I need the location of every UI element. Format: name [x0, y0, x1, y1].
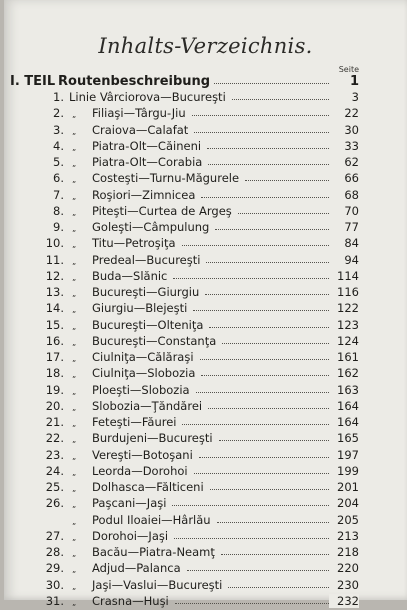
ditto-mark: „: [72, 191, 77, 201]
entry-number: 16.: [45, 333, 64, 348]
toc-entry: [4, 415, 407, 431]
entry-label: Giurgiu—Blejeşti: [92, 301, 188, 316]
ditto-mark: „: [72, 451, 77, 461]
toc-entry: [4, 318, 407, 334]
section-number: I. TEIL: [10, 74, 56, 89]
entry-number: 5.: [53, 155, 64, 169]
book-page: [4, 0, 407, 608]
section-heading: [4, 74, 407, 90]
ditto-mark: „: [72, 289, 77, 298]
toc-entry: [4, 155, 407, 171]
entry-page: 197: [329, 448, 359, 462]
entry-label: Piteşti—Curtea de Argeş: [92, 203, 232, 218]
ditto-mark: „: [72, 597, 77, 607]
toc-entry: [4, 350, 407, 366]
entry-label: Ciulniţa—Călăraşi: [92, 350, 194, 364]
entry-page: 218: [329, 545, 359, 559]
toc-entry: [4, 220, 407, 236]
entry-page: 33: [329, 139, 359, 153]
entry-page: 163: [329, 383, 359, 397]
ditto-mark: „: [72, 142, 77, 152]
entry-number: 7.: [53, 187, 64, 202]
entry-page: 204: [329, 496, 359, 510]
section-label: Routenbeschreibung: [58, 74, 211, 89]
entry-number: 13.: [45, 285, 64, 299]
entry-number: 29.: [45, 561, 64, 576]
entry-number: 15.: [45, 317, 64, 332]
toc-entry: [4, 90, 407, 106]
entry-page: 124: [329, 334, 359, 348]
entry-number: 17.: [45, 350, 64, 364]
section-page: 1: [329, 74, 359, 89]
toc-entry: [4, 236, 407, 252]
entry-label: Roşiori—Zimnicea: [92, 187, 196, 202]
entry-page: 213: [329, 529, 359, 543]
toc-entry: [4, 334, 407, 350]
entry-label: Linie Vârciorova—Bucureşti: [69, 90, 226, 104]
entry-number: 31.: [45, 593, 64, 608]
toc-entry: [4, 204, 407, 220]
entry-number: 23.: [45, 447, 64, 462]
toc-entry: [4, 545, 407, 561]
entry-page: 94: [329, 253, 359, 267]
entry-page: 164: [329, 415, 359, 429]
toc-entry: [4, 188, 407, 204]
entry-number: 24.: [45, 463, 64, 478]
ditto-mark: „: [72, 321, 77, 331]
toc-entry: [4, 171, 407, 187]
toc-entry: [4, 496, 407, 512]
entry-number: 1.: [53, 90, 64, 104]
entry-number: 22.: [45, 431, 64, 446]
entry-page: 66: [329, 171, 359, 185]
ditto-mark: „: [72, 305, 77, 315]
entry-page: 164: [329, 399, 359, 413]
ditto-mark: „: [72, 386, 77, 396]
entry-number: 4.: [53, 138, 64, 153]
ditto-mark: „: [72, 272, 77, 282]
toc-entry: [4, 253, 407, 269]
ditto-mark: „: [72, 484, 77, 493]
entry-number: 25.: [45, 480, 64, 494]
ditto-mark: „: [72, 126, 77, 136]
ditto-mark: „: [72, 549, 77, 558]
entry-label: Podul Iloaiei—Hârlău: [92, 512, 211, 527]
toc-entry: [4, 594, 407, 610]
entry-label: Dorohoi—Jaşi: [92, 528, 169, 543]
toc-entry: [4, 578, 407, 594]
entry-label: Bucureşti—Constanţa: [92, 333, 217, 348]
entry-number: 2.: [53, 106, 64, 121]
toc-entry: [4, 366, 407, 382]
entry-page: 162: [329, 366, 359, 380]
toc-entry: [4, 139, 407, 155]
ditto-mark: „: [72, 354, 77, 363]
ditto-mark: „: [72, 435, 77, 445]
entry-page: 161: [329, 350, 359, 364]
entry-page: 22: [329, 106, 359, 120]
entry-label: Ciulniţa—Slobozia: [92, 366, 196, 381]
entry-label: Leorda—Dorohoi: [92, 463, 188, 478]
ditto-mark: „: [72, 467, 77, 477]
ditto-mark: „: [72, 175, 77, 185]
entry-number: 21.: [45, 415, 64, 429]
toc-entry: [4, 301, 407, 317]
entry-label: Costeşti—Turnu-Măgurele: [92, 171, 240, 186]
entry-number: 19.: [45, 382, 64, 397]
toc-entry: [4, 383, 407, 399]
entry-label: Slobozia—Ţăndărei: [92, 398, 203, 413]
entry-page: 165: [329, 431, 359, 445]
entry-page: 62: [329, 155, 359, 169]
toc-entry: [4, 399, 407, 415]
entry-page: 70: [329, 204, 359, 218]
toc-entry: [4, 123, 407, 139]
ditto-mark: „: [72, 500, 77, 510]
entry-label: Filiaşi—Târgu-Jiu: [92, 106, 186, 121]
entry-number: 3.: [53, 122, 64, 137]
ditto-mark: „: [72, 419, 77, 428]
entry-number: 20.: [45, 398, 64, 413]
toc-entry: [4, 285, 407, 301]
entry-label: Burdujeni—Bucureşti: [92, 431, 213, 446]
entry-number: 10.: [45, 236, 64, 251]
entry-label: Piatra-Olt—Căineni: [92, 138, 202, 153]
entry-page: 30: [329, 123, 359, 137]
page-column-header: Seite: [338, 65, 359, 74]
entry-label: Dolhasca—Fălticeni: [92, 480, 204, 494]
entry-number: 26.: [45, 496, 64, 511]
entry-number: 28.: [45, 545, 64, 559]
entry-label: Adjud—Palanca: [92, 561, 181, 576]
entry-label: Predeal—Bucureşti: [92, 252, 201, 267]
entry-label: Bucureşti—Olteniţa: [92, 317, 204, 332]
ditto-mark: „: [72, 565, 77, 575]
entry-number: 9.: [53, 220, 64, 234]
toc-entry: [4, 480, 407, 496]
entry-page: 84: [329, 236, 359, 250]
entry-number: 18.: [45, 366, 64, 381]
entry-page: 230: [329, 578, 359, 592]
entry-label: Titu—Petroşiţa: [92, 236, 176, 251]
toc-entry: [4, 431, 407, 447]
ditto-mark: „: [72, 240, 77, 250]
ditto-mark: „: [72, 402, 77, 412]
entry-page: 114: [329, 269, 359, 283]
entry-page: 68: [329, 188, 359, 202]
page-title: Inhalts-Verzeichnis.: [98, 34, 313, 58]
entry-page: 232: [329, 594, 359, 608]
entry-label: Ploeşti—Slobozia: [92, 382, 190, 397]
ditto-mark: „: [72, 159, 77, 168]
entry-page: 77: [329, 220, 359, 234]
entry-number: 6.: [53, 171, 64, 186]
toc-entry: [4, 561, 407, 577]
ditto-mark: „: [72, 110, 77, 120]
entry-page: 3: [329, 90, 359, 104]
entry-page: 116: [329, 285, 359, 299]
entry-label: Paşcani—Jaşi: [92, 496, 167, 511]
entry-number: 27.: [45, 528, 64, 543]
entry-page: 205: [329, 513, 359, 527]
toc-entry: [4, 448, 407, 464]
toc-entry: [4, 269, 407, 285]
entry-page: 220: [329, 561, 359, 575]
toc-entry: [4, 464, 407, 480]
toc-entry: [4, 529, 407, 545]
ditto-mark: „: [72, 224, 77, 233]
entry-label: Jaşi—Vaslui—Bucureşti: [92, 577, 223, 592]
ditto-mark: „: [72, 337, 77, 347]
entry-label: Goleşti—Câmpulung: [92, 220, 210, 234]
entry-number: 8.: [53, 203, 64, 218]
entry-label: Bucureşti—Giurgiu: [92, 285, 200, 299]
entry-number: 30.: [45, 577, 64, 592]
entry-number: 12.: [45, 268, 64, 283]
ditto-mark: „: [72, 532, 77, 542]
entry-label: Vereşti—Botoşani: [92, 447, 193, 462]
entry-label: Bacău—Piatra-Neamţ: [92, 545, 215, 559]
entry-label: Craiova—Calafat: [92, 122, 189, 137]
entry-label: Piatra-Olt—Corabia: [92, 155, 203, 169]
entry-label: Buda—Slănic: [92, 268, 168, 283]
entry-page: 201: [329, 480, 359, 494]
entry-page: 123: [329, 318, 359, 332]
ditto-mark: „: [72, 516, 77, 526]
entry-label: Crasna—Huşi: [92, 593, 169, 608]
toc-entry: [4, 513, 407, 529]
ditto-mark: „: [72, 370, 77, 380]
entry-number: 14.: [45, 301, 64, 316]
entry-page: 199: [329, 464, 359, 478]
entry-number: 11.: [45, 252, 64, 267]
entry-page: 122: [329, 301, 359, 315]
ditto-mark: „: [72, 207, 77, 217]
ditto-mark: „: [72, 256, 77, 266]
entry-label: Feteşti—Făurei: [92, 415, 177, 429]
ditto-mark: „: [72, 581, 77, 591]
toc-entry: [4, 106, 407, 122]
